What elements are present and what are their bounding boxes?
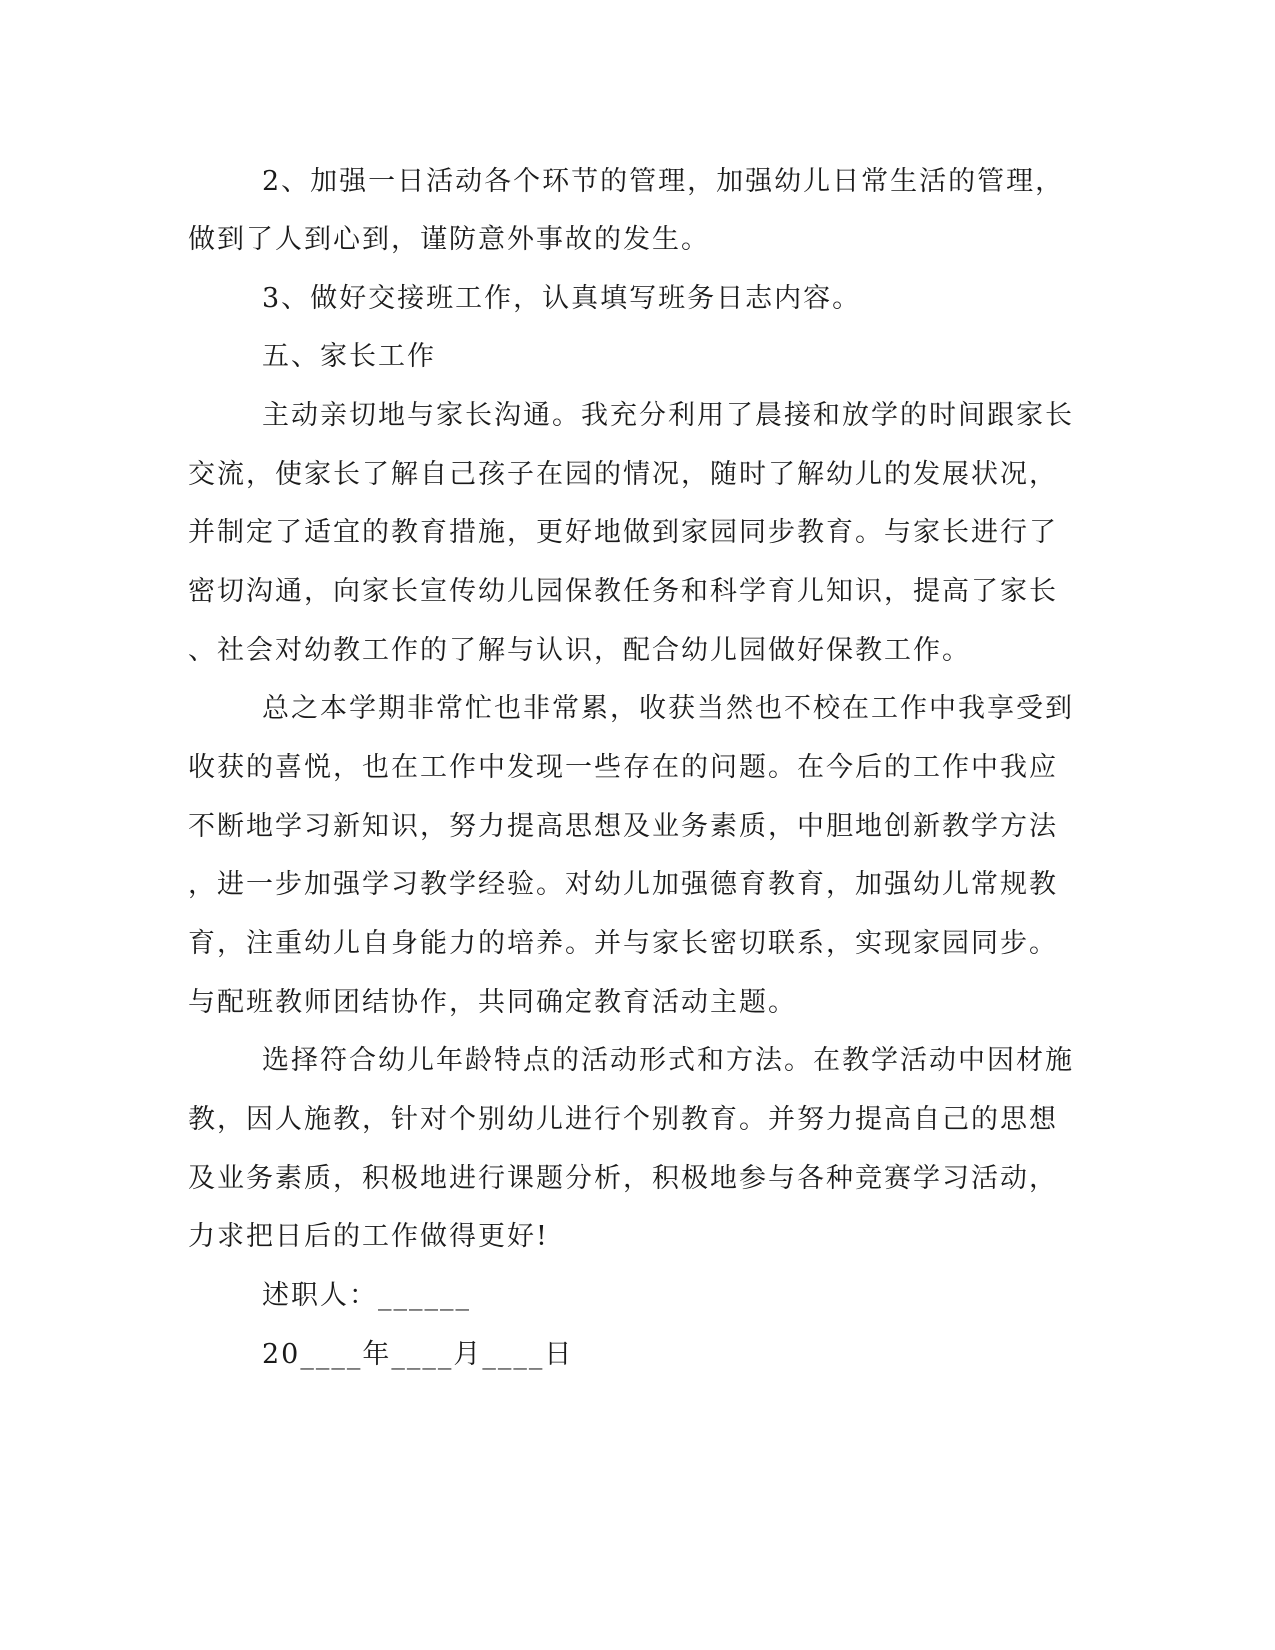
- text-line: 及业务素质，积极地进行课题分析，积极地参与各种竞赛学习活动，: [188, 1163, 1058, 1194]
- text-line: 教，因人施教，针对个别幼儿进行个别教育。并努力提高自己的思想: [188, 1104, 1058, 1135]
- text-line: 密切沟通，向家长宣传幼儿园保教任务和科学育儿知识，提高了家长: [188, 576, 1058, 607]
- text-line: 、社会对幼教工作的了解与认识，配合幼儿园做好保教工作。: [188, 635, 971, 666]
- text-line: 力求把日后的工作做得更好!: [188, 1221, 549, 1252]
- signer-line: 述职人：______: [262, 1280, 471, 1311]
- text-line: 与配班教师团结协作，共同确定教育活动主题。: [188, 987, 797, 1018]
- text-line: 育，注重幼儿自身能力的培养。并与家长密切联系，实现家园同步。: [188, 928, 1058, 959]
- text-line: ，进一步加强学习教学经验。对幼儿加强德育教育，加强幼儿常规教: [188, 869, 1058, 900]
- text-line: 总之本学期非常忙也非常累，收获当然也不校在工作中我享受到: [262, 693, 1074, 724]
- text-line: 主动亲切地与家长沟通。我充分利用了晨接和放学的时间跟家长: [262, 400, 1074, 431]
- text-line: 交流，使家长了解自己孩子在园的情况，随时了解幼儿的发展状况，: [188, 459, 1058, 490]
- text-line: 2、加强一日活动各个环节的管理，加强幼儿日常生活的管理，: [262, 166, 1065, 197]
- section-heading: 五、家长工作: [262, 341, 436, 372]
- text-line: 不断地学习新知识，努力提高思想及业务素质，中胆地创新教学方法: [188, 811, 1058, 842]
- date-line: 20____年____月____日: [262, 1339, 574, 1370]
- text-line: 并制定了适宜的教育措施，更好地做到家园同步教育。与家长进行了: [188, 517, 1058, 548]
- text-line: 收获的喜悦，也在工作中发现一些存在的问题。在今后的工作中我应: [188, 752, 1058, 783]
- text-line: 选择符合幼儿年龄特点的活动形式和方法。在教学活动中因材施: [262, 1045, 1074, 1076]
- text-line: 做到了人到心到，谨防意外事故的发生。: [188, 224, 710, 255]
- text-line: 3、做好交接班工作，认真填写班务日志内容。: [262, 283, 862, 314]
